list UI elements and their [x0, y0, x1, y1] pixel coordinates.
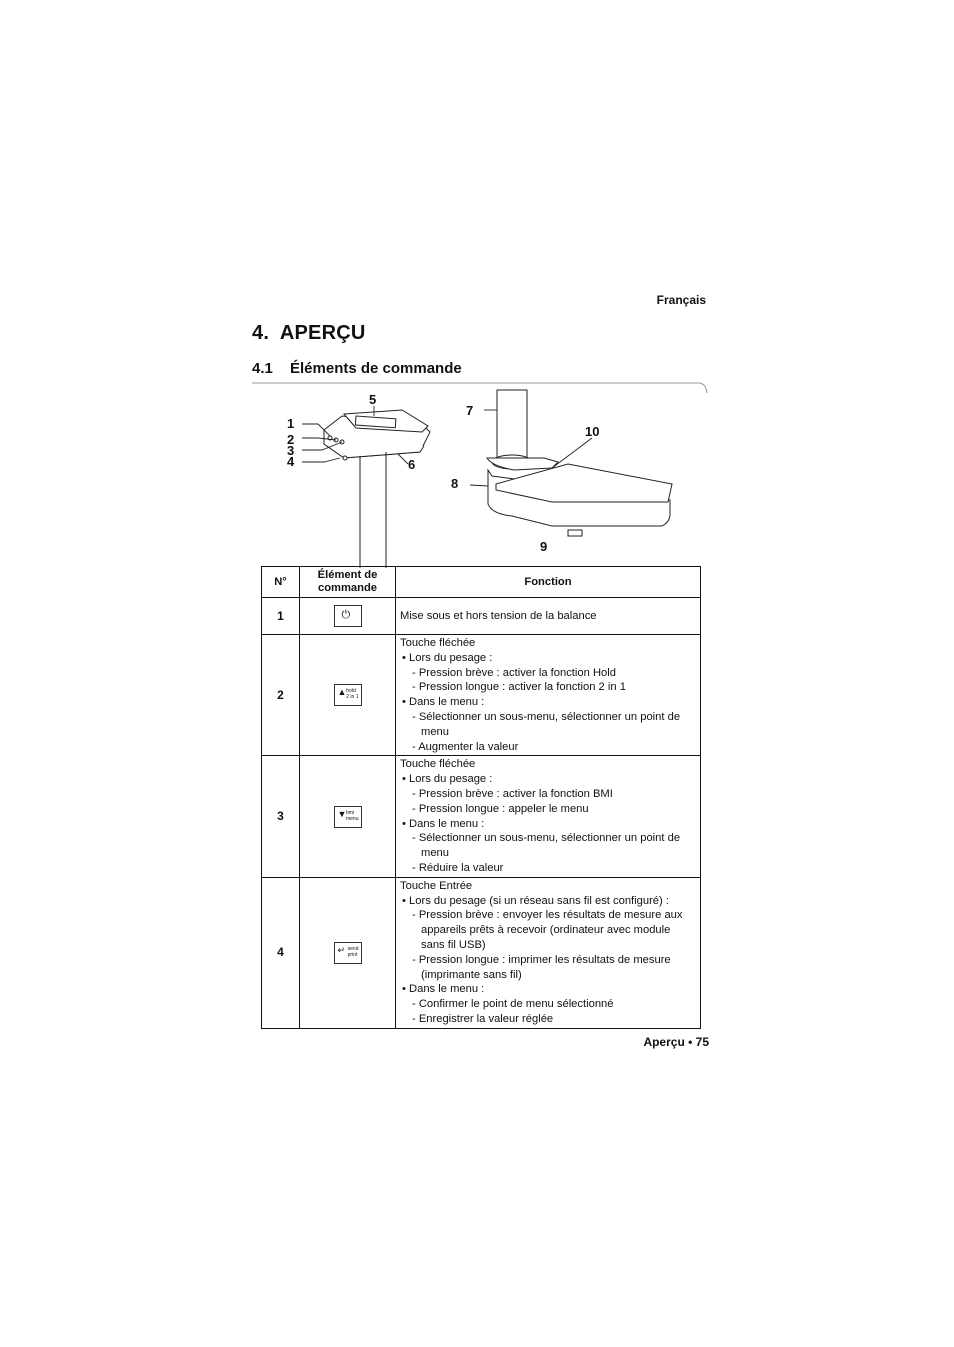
function-text: Touche fléchée	[400, 758, 476, 771]
row-function	[396, 598, 701, 635]
controls-table	[261, 566, 701, 1029]
language-label: Français	[656, 293, 706, 307]
function-subitem: - Pression longue : activer la fonction 2 in 1	[412, 681, 626, 694]
row-number: 2	[262, 635, 300, 756]
section-title	[252, 360, 462, 377]
col-header-element: Élément de commande	[300, 567, 396, 598]
table-row	[262, 756, 701, 877]
table-row	[262, 877, 701, 1028]
arrow-down-icon	[334, 806, 362, 828]
function-subitem: - Pression brève : envoyer les résultats de mesure aux appareils prêts à recevoir (ordinateur avec module sans fil USB)	[412, 909, 683, 951]
function-subitem: - Pression longue : appeler le menu	[412, 802, 589, 815]
figure-label-7: 7	[466, 403, 474, 418]
function-bullet: • Dans le menu :	[402, 817, 485, 830]
row-number: 4	[262, 877, 300, 1028]
row-key-cell	[300, 877, 396, 1028]
figure-label-10: 10	[585, 424, 600, 439]
arrow-up-icon	[334, 684, 362, 706]
function-subitem: - Sélectionner un sous-menu, sélectionner un point de menu	[412, 832, 681, 860]
function-subitem: - Pression brève : activer la fonction BMI	[412, 787, 613, 800]
function-text: Touche Entrée	[400, 879, 473, 892]
key-sublabel: send print	[347, 945, 359, 958]
function-subitem: - Confirmer le point de menu sélectionné	[412, 998, 614, 1011]
row-key-cell	[300, 598, 396, 635]
enter-icon	[334, 942, 362, 964]
row-function	[396, 877, 701, 1028]
function-subitem: - Augmenter la valeur	[412, 740, 519, 753]
row-function	[396, 635, 701, 756]
figure-label-9: 9	[540, 539, 548, 554]
function-text: Touche fléchée	[400, 637, 476, 649]
section-title-text: Éléments de commande	[290, 360, 462, 377]
figure-label-4: 4	[287, 454, 295, 469]
row-function	[396, 756, 701, 877]
function-text: Mise sous et hors tension de la balance	[400, 609, 597, 622]
col-header-no: N°	[262, 567, 300, 598]
chapter-title-text: APERÇU	[279, 322, 366, 344]
figure-label-2: 2	[287, 432, 295, 447]
row-number: 3	[262, 756, 300, 877]
function-bullet: • Lors du pesage :	[402, 773, 493, 786]
row-number: 1	[262, 598, 300, 635]
key-glyph: ⏻	[341, 609, 351, 621]
function-subitem: - Réduire la valeur	[412, 861, 504, 874]
function-bullet: • Lors du pesage (si un réseau sans fil est configuré) :	[402, 894, 669, 907]
table-row	[262, 635, 701, 756]
function-bullet: • Dans le menu :	[402, 696, 485, 709]
function-bullet: • Lors du pesage :	[402, 651, 493, 664]
table-row	[262, 598, 701, 635]
key-glyph: ↵	[337, 944, 346, 955]
figure-label-5: 5	[369, 392, 377, 407]
function-subitem: - Pression longue : imprimer les résultats de mesure (imprimante sans fil)	[412, 953, 671, 981]
page-footer: Aperçu • 75	[643, 1035, 709, 1049]
function-bullet: • Dans le menu :	[402, 983, 485, 996]
scale-drawing	[252, 380, 710, 568]
key-glyph: ▼	[337, 808, 347, 819]
figure-label-3: 3	[287, 443, 295, 458]
figure-label-1: 1	[287, 416, 295, 431]
figure-label-8: 8	[451, 476, 459, 491]
chapter-title	[252, 322, 366, 345]
chapter-number: 4.	[252, 322, 270, 344]
function-subitem: - Sélectionner un sous-menu, sélectionner un point de menu	[412, 710, 681, 738]
row-key-cell	[300, 635, 396, 756]
section-number: 4.1	[252, 360, 273, 377]
row-key-cell	[300, 756, 396, 877]
scale-illustration	[252, 380, 710, 568]
col-header-function: Fonction	[396, 567, 701, 598]
function-subitem: - Enregistrer la valeur réglée	[412, 1012, 554, 1025]
table-header-row	[262, 567, 701, 598]
function-subitem: - Pression brève : activer la fonction Hold	[412, 666, 616, 679]
key-glyph: ▲	[337, 687, 347, 698]
figure-label-6: 6	[408, 457, 416, 472]
key-sublabel: bmi menu	[345, 809, 359, 822]
power-icon	[334, 605, 362, 627]
key-sublabel: hold 2 in 1	[346, 688, 359, 701]
